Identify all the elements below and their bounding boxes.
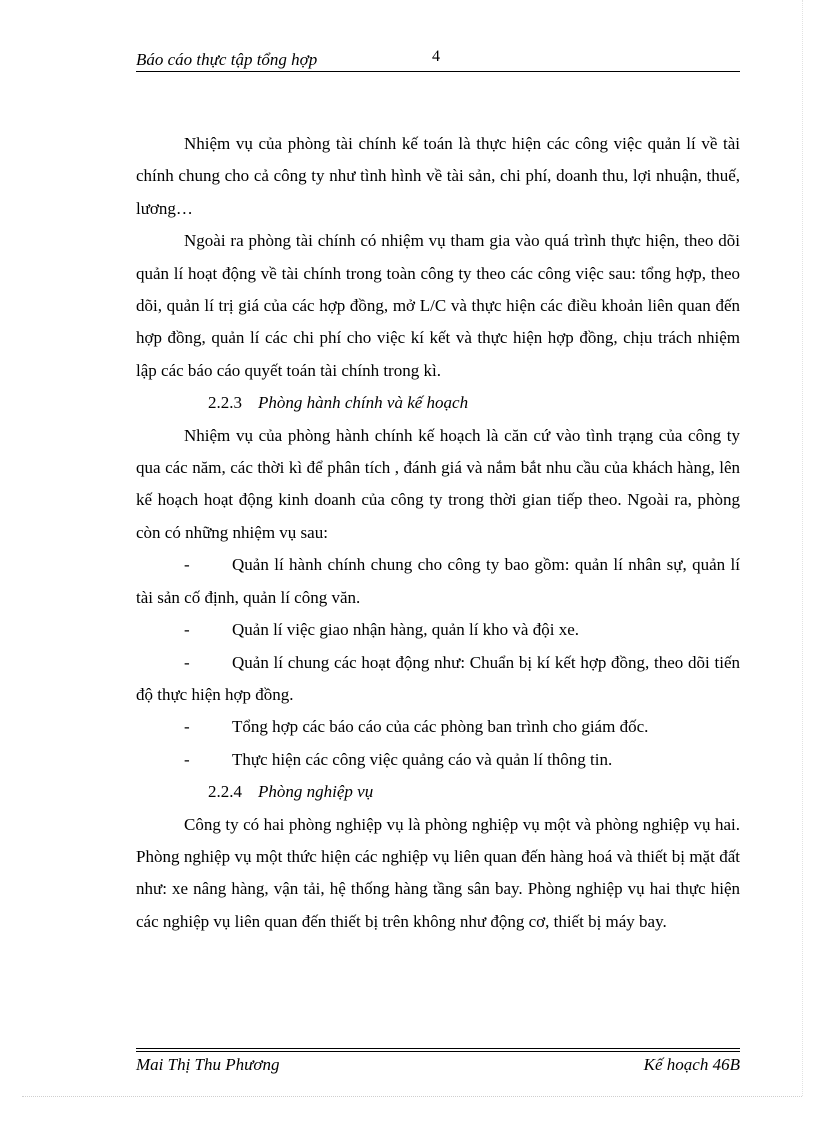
page-number: 4 (432, 48, 440, 65)
page-right-edge (802, 0, 803, 1096)
page-bottom-edge (22, 1096, 802, 1097)
paragraph-finance-duties: Nhiệm vụ của phòng tài chính kế toán là thực hiện các công việc quản lí về tài chính chung cho cả công ty như tình hình về tài sản, chi phí, doanh thu, lợi nhuận, thuế, lương… (136, 134, 740, 218)
list-item (136, 744, 740, 776)
bullet-dash: - (184, 749, 190, 769)
paragraph-planning-duties: Nhiệm vụ của phòng hành chính kế hoạch là căn cứ vào tình trạng của công ty qua các năm, các thời kì để phân tích , đánh giá và nắm bắt nhu cầu của khách hàng, lên kế hoạch hoạt động kinh doanh của công ty trong thời gian tiếp theo. Ngoài ra, phòng còn có những nhiệm vụ sau: (136, 425, 740, 542)
list-item (136, 647, 740, 712)
list-item-text: Quản lí chung các hoạt động như: Chuẩn bị kí kết hợp đồng, theo dõi tiến độ thực hiện hợp đồng. (136, 652, 740, 704)
list-item-text: Quản lí việc giao nhận hàng, quản lí kho và đội xe. (232, 620, 579, 640)
section-number: 2.2.4 (208, 782, 242, 802)
list-item (136, 549, 740, 614)
section-heading-2-2-3 (136, 387, 740, 419)
list-item (136, 614, 740, 646)
page-header (136, 48, 740, 70)
list-item (136, 711, 740, 743)
bullet-dash: - (184, 620, 190, 640)
section-title: Phòng nghiệp vụ (258, 782, 374, 802)
footer-author: Mai Thị Thu Phương (136, 1055, 280, 1074)
footer-divider-double (136, 1051, 740, 1052)
paragraph-operations-duties: Công ty có hai phòng nghiệp vụ là phòng nghiệp vụ một và phòng nghiệp vụ hai. Phòng nghiệp vụ một thức hiện các nghiệp vụ liên quan đến hàng hoá và thiết bị mặt đất như: xe nâng hàng, vận tải, hệ thống hàng tầng sân bay. Phòng nghiệp vụ hai thực hiện các nghiệp vụ liên quan đến thiết bị trên không như động cơ, thiết bị máy bay. (136, 814, 740, 931)
document-body (136, 128, 740, 938)
bullet-dash: - (184, 652, 190, 672)
bullet-dash: - (184, 555, 190, 575)
list-item-text: Thực hiện các công việc quảng cáo và quản lí thông tin. (232, 749, 613, 769)
section-number: 2.2.3 (208, 393, 242, 413)
bullet-dash: - (184, 717, 190, 737)
section-heading-2-2-4 (136, 776, 740, 808)
report-title: Báo cáo thực tập tổng hợp (136, 50, 318, 69)
list-item-text: Quản lí hành chính chung cho công ty bao gồm: quản lí nhân sự, quản lí tài sản cố định, quản lí công văn. (136, 555, 740, 607)
footer-divider (136, 1048, 740, 1049)
footer-class: Kế hoạch 46B (643, 1055, 740, 1074)
list-item-text: Tổng hợp các báo cáo của các phòng ban trình cho giám đốc. (232, 717, 649, 737)
paragraph-finance-additional: Ngoài ra phòng tài chính có nhiệm vụ tham gia vào quá trình thực hiện, theo dõi quản lí hoạt động về tài chính trong toàn công ty theo các công việc sau: tổng hợp, theo dõi, quản lí trị giá của các hợp đồng, mở L/C và thực hiện các điều khoản liên quan đến hợp đồng, quản lí các chi phí cho việc kí kết và thực hiện hợp đồng, chịu trách nhiệm lập các báo cáo quyết toán tài chính trong kì. (136, 231, 740, 380)
header-divider (136, 71, 740, 72)
section-title: Phòng hành chính và kế hoạch (258, 393, 469, 413)
